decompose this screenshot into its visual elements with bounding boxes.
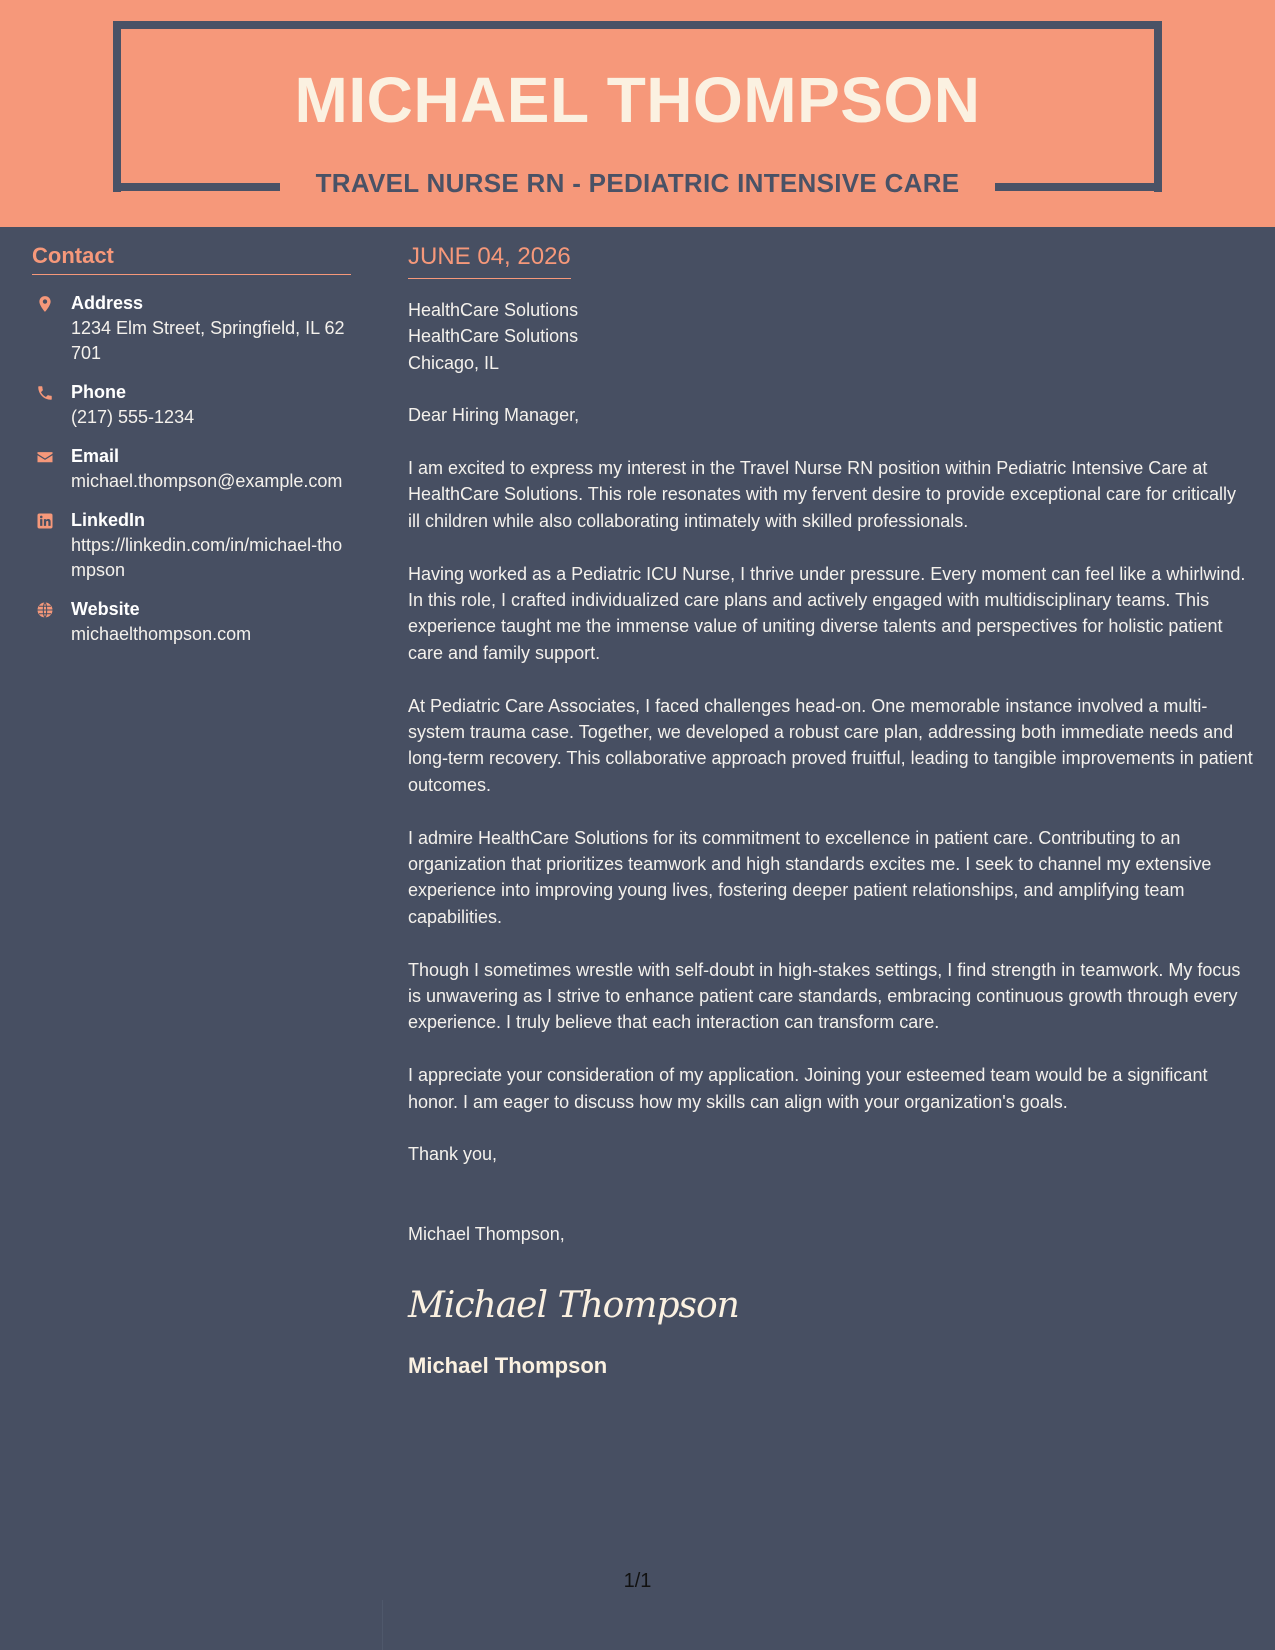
contact-value-phone: (217) 555-1234 — [71, 407, 195, 427]
envelope-icon — [36, 448, 54, 466]
divider — [382, 1600, 383, 1650]
contact-heading: Contact — [32, 242, 351, 275]
signoff: Michael Thompson, — [408, 1223, 565, 1244]
header-banner — [0, 0, 1275, 227]
letter-paragraph: I admire HealthCare Solutions for its commitment to excellence in patient care. Contributing to an organization that prioritizes teamwork and high standards excites me. I seek to channel my extensive experience into improving young lives, fostering deeper patient relationships, and amplifying team capabilities. — [408, 827, 1212, 927]
contact-value-linkedin: https://linkedin.com/in/michael-thompson — [71, 535, 343, 580]
recipient-block — [408, 297, 1253, 376]
map-pin-icon — [36, 295, 54, 313]
recipient-line: HealthCare Solutions — [408, 300, 579, 320]
contact-item-linkedin — [32, 508, 351, 583]
letter-paragraph: I am excited to express my interest in the Travel Nurse RN position within Pediatric Intensive Care at HealthCare Solutions. This role resonates with my fervent desire to provide exceptional care for critically ill children while also collaborating intimately with skilled professionals. — [408, 458, 1237, 531]
contact-sidebar — [32, 242, 351, 647]
letter-paragraph: I appreciate your consideration of my application. Joining your esteemed team would be a significant honor. I am eager to discuss how my skills can align with your organization's goals. — [408, 1065, 1208, 1112]
letter-paragraph: Though I sometimes wrestle with self-doubt in high-stakes settings, I find strength in teamwork. My focus is unwavering as I strive to enhance patient care standards, embracing continuous growth through every experience. I truly believe that each interaction can transform care. — [408, 959, 1241, 1033]
letter-paragraph: Having worked as a Pediatric ICU Nurse, I thrive under pressure. Every moment can feel like a whirlwind. In this role, I crafted individualized care plans and actively engaged with multidisciplinary teams. This experience taught me the immense value of uniting diverse talents and perspectives for holistic patient care and family support. — [408, 563, 1246, 663]
salutation: Dear Hiring Manager, — [408, 405, 580, 426]
letter-body — [408, 242, 1253, 1380]
contact-item-phone — [32, 380, 351, 430]
letter-date: JUNE 04, 2026 — [408, 242, 571, 279]
letter-paragraph: At Pediatric Care Associates, I faced challenges head-on. One memorable instance involved a multi-system trauma case. Together, we developed a robust care plan, addressing both immediate needs and long-term recovery. This collaborative approach proved fruitful, leading to tangible improvements in patient outcomes. — [408, 695, 1253, 795]
phone-icon — [36, 384, 54, 402]
contact-value-address: 1234 Elm Street, Springfield, IL 62701 — [71, 318, 345, 363]
contact-value-website: michaelthompson.com — [71, 624, 252, 644]
contact-label-address: Address — [71, 293, 144, 313]
recipient-line: HealthCare Solutions — [408, 326, 579, 347]
contact-label-linkedin: LinkedIn — [71, 510, 146, 530]
contact-item-address — [32, 291, 351, 366]
contact-label-phone: Phone — [71, 382, 127, 402]
contact-label-website: Website — [71, 599, 140, 619]
contact-value-email: michael.thompson@example.com — [71, 471, 343, 491]
contact-item-website — [32, 597, 351, 647]
contact-label-email: Email — [71, 446, 120, 466]
signature: Michael Thompson — [408, 1285, 739, 1327]
globe-icon — [36, 601, 54, 619]
contact-item-email — [32, 444, 351, 494]
linkedin-icon — [36, 512, 54, 530]
candidate-name: MICHAEL THOMPSON — [294, 64, 981, 136]
closing: Thank you, — [408, 1144, 498, 1165]
job-title: TRAVEL NURSE RN - PEDIATRIC INTENSIVE CARE — [315, 168, 960, 198]
signed-name: Michael Thompson — [408, 1353, 608, 1379]
recipient-line: Chicago, IL — [408, 352, 500, 373]
page-number: 1/1 — [623, 1570, 652, 1592]
